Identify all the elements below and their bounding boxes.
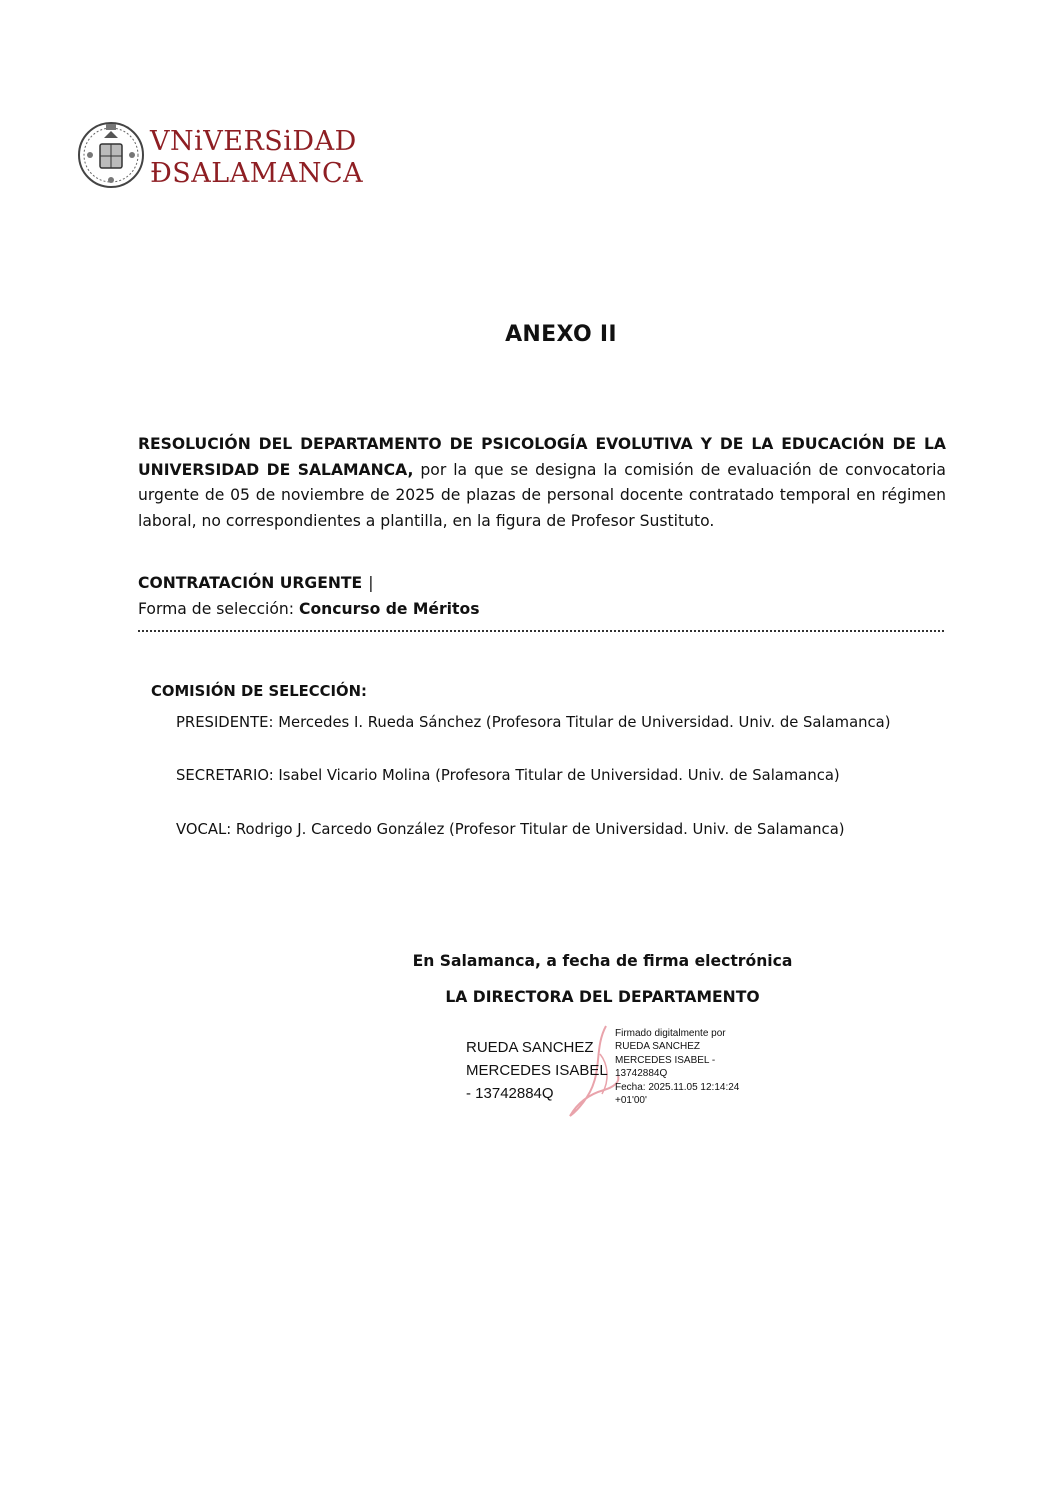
page-title: ANEXO II bbox=[505, 322, 617, 347]
signature-details: Firmado digitalmente por RUEDA SANCHEZ MERCEDES ISABEL - 13742884Q Fecha: 2025.11.05 12:14:24 +01'00' bbox=[615, 1028, 740, 1107]
place-and-date: En Salamanca, a fecha de firma electrónica bbox=[412, 952, 793, 970]
logo-text-line-1: VNiVERSiDAD bbox=[150, 126, 357, 157]
digital-signature bbox=[464, 1024, 764, 1124]
university-seal-icon bbox=[76, 118, 146, 190]
logo-text-line-2: ÐSALAMANCA bbox=[150, 158, 364, 189]
committee-member-vocal: VOCAL: Rodrigo J. Carcedo González (Profesor Titular de Universidad. Univ. de Salamanca) bbox=[176, 821, 845, 838]
committee-member-secretary: SECRETARIO: Isabel Vicario Molina (Profesora Titular de Universidad. Univ. de Salamanca) bbox=[176, 767, 840, 784]
director-title: LA DIRECTORA DEL DEPARTAMENTO bbox=[445, 988, 760, 1006]
selection-method bbox=[138, 600, 479, 618]
dotted-divider bbox=[138, 630, 944, 634]
resolution-text: por la que se designa la comisión de evaluación de convocatoria urgente de 05 de noviembre de 2025 de plazas de personal docente contratado temporal en régimen laboral, no correspondientes a plantilla, en la figura de Profesor Sustituto. bbox=[138, 460, 946, 530]
selection-method-label: Forma de selección: bbox=[138, 600, 300, 618]
selection-method-value: Concurso de Méritos bbox=[299, 600, 480, 618]
signature-name: RUEDA SANCHEZ MERCEDES ISABEL - 13742884Q bbox=[466, 1039, 608, 1102]
committee-heading: COMISIÓN DE SELECCIÓN: bbox=[151, 683, 367, 700]
resolution-paragraph bbox=[138, 432, 946, 534]
contract-type bbox=[138, 574, 373, 592]
university-logo bbox=[76, 118, 364, 194]
contract-type-separator: | bbox=[368, 574, 374, 592]
committee-member-president: PRESIDENTE: Mercedes I. Rueda Sánchez (Profesora Titular de Universidad. Univ. de Salamanca) bbox=[176, 714, 891, 731]
contract-type-label: CONTRATACIÓN URGENTE bbox=[138, 574, 363, 592]
resolution-heading: RESOLUCIÓN DEL DEPARTAMENTO DE PSICOLOGÍA EVOLUTIVA Y DE LA EDUCACIÓN DE LA UNIVERSIDAD DE SALAMANCA, bbox=[138, 435, 946, 479]
